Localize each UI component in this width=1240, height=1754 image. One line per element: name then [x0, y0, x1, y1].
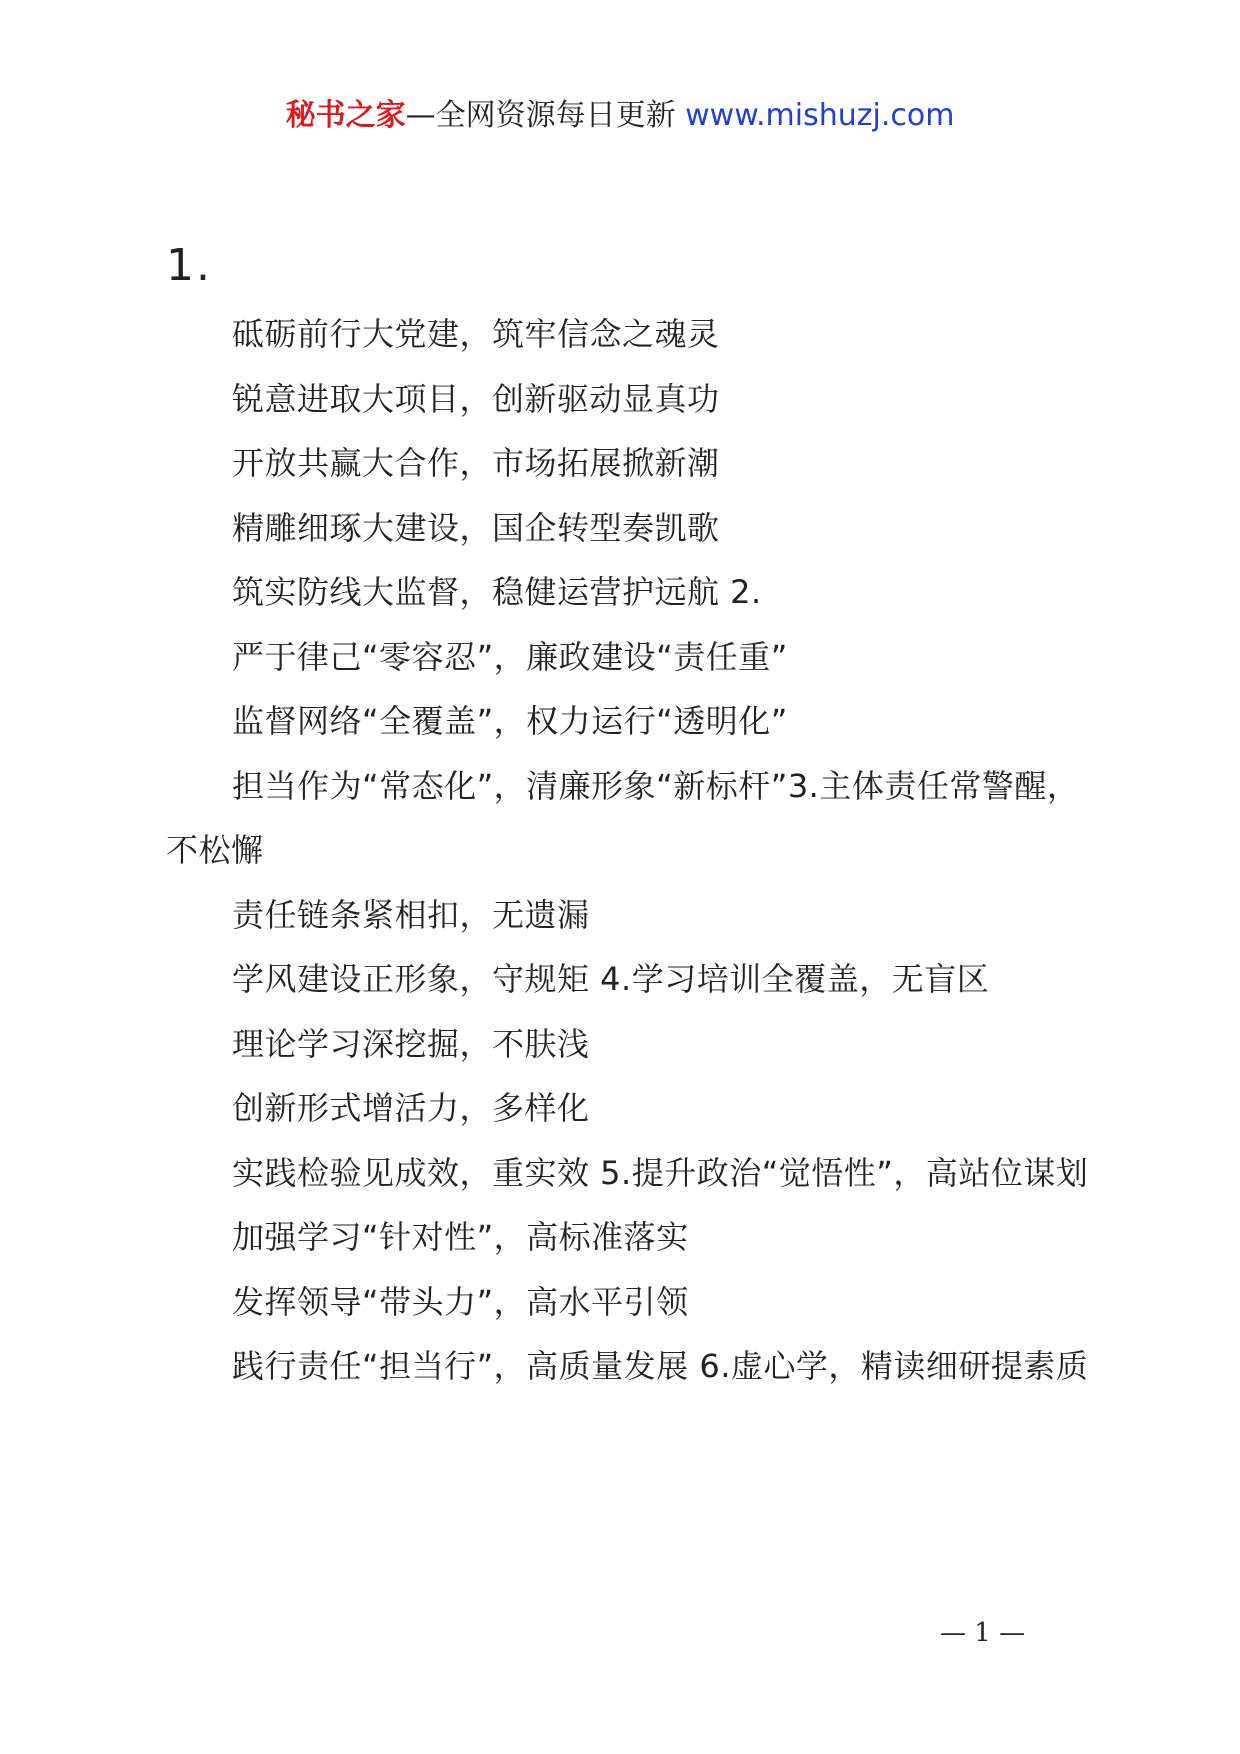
site-slogan: —全网资源每日更新: [405, 98, 686, 133]
paragraph: 理论学习深挖掘，不肤浅: [232, 1024, 590, 1063]
site-url-link[interactable]: www.mishuzj.com: [685, 98, 955, 133]
paragraph: 发挥领导“带头力”，高水平引领: [232, 1282, 689, 1321]
paragraph: 精雕细琢大建设，国企转型奏凯歌: [232, 508, 720, 547]
section-number: 1.: [166, 240, 212, 291]
paragraph: 筑实防线大监督，稳健运营护远航 2.: [232, 573, 762, 611]
paragraph: 践行责任“担当行”，高质量发展 6.虚心学，精读细研提素质: [232, 1347, 1089, 1385]
paragraph: 担当作为“常态化”，清廉形象“新标杆”3.主体责任常警醒，不松懈: [166, 766, 1080, 869]
paragraph: 责任链条紧相扣，无遗漏: [232, 895, 590, 934]
page-number: — 1 —: [940, 1618, 1026, 1648]
paragraph: 实践检验见成效，重实效 5.提升政治“觉悟性”，高站位谋划: [232, 1153, 1089, 1192]
paragraph: 学风建设正形象，守规矩 4.学习培训全覆盖，无盲区: [232, 960, 990, 998]
paragraph: 严于律己“零容忍”，廉政建设“责任重”: [232, 637, 788, 676]
document-body: [166, 234, 1096, 1399]
paragraph: 加强学习“针对性”，高标准落实: [232, 1218, 689, 1256]
paragraph: 创新形式增活力，多样化: [232, 1089, 590, 1127]
paragraph: 砥砺前行大党建，筑牢信念之魂灵: [232, 315, 720, 353]
paragraph: 锐意进取大项目，创新驱动显真功: [232, 379, 720, 418]
site-header: [0, 96, 1240, 136]
paragraph: 监督网络“全覆盖”，权力运行“透明化”: [232, 702, 788, 740]
paragraph: 开放共赢大合作，市场拓展掀新潮: [232, 444, 720, 482]
site-brand: 秘书之家: [285, 98, 406, 133]
